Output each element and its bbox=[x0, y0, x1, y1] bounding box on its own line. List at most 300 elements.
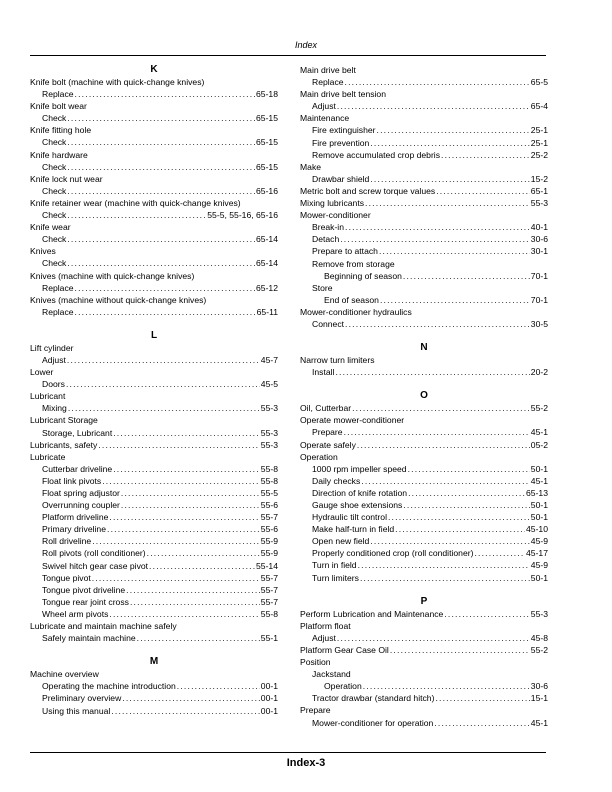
leader-dots bbox=[435, 692, 529, 704]
index-entry bbox=[300, 608, 548, 620]
entry-page-ref: 65-12 bbox=[256, 282, 278, 293]
index-entry bbox=[30, 680, 278, 692]
section-letter: K bbox=[150, 64, 158, 75]
entry-page-ref: 55-5, 55-16, 65-16 bbox=[207, 210, 278, 221]
index-entry bbox=[30, 161, 278, 173]
entry-page-ref: 45-5 bbox=[260, 379, 278, 390]
leader-dots bbox=[370, 535, 529, 547]
section-letter: L bbox=[150, 329, 158, 341]
entry-page-ref: 65-4 bbox=[530, 101, 548, 112]
entry-label: Lubricants, safety bbox=[30, 439, 98, 450]
index-heading: Knives (machine with quick-change knives) bbox=[30, 270, 195, 281]
entry-label: Prepare bbox=[312, 427, 343, 438]
index-entry bbox=[300, 439, 548, 451]
leader-dots bbox=[111, 705, 259, 717]
section-letter: O bbox=[420, 390, 428, 402]
entry-label: Adjust bbox=[42, 354, 66, 365]
entry-label: Check bbox=[42, 185, 67, 196]
index-entry bbox=[300, 717, 548, 729]
leader-dots bbox=[177, 680, 260, 692]
index-entry bbox=[300, 499, 548, 511]
leader-dots bbox=[109, 608, 259, 620]
entry-page-ref: 55-6 bbox=[260, 500, 278, 511]
entry-page-ref: 45-7 bbox=[260, 354, 278, 365]
index-entry bbox=[30, 487, 278, 499]
entry-page-ref: 65-15 bbox=[256, 161, 278, 172]
entry-label: Turn in field bbox=[312, 560, 357, 571]
page-number: Index-3 bbox=[286, 757, 326, 769]
entry-label: Open new field bbox=[312, 536, 370, 547]
index-heading: Knife lock nut wear bbox=[30, 173, 103, 184]
leader-dots bbox=[68, 402, 260, 414]
entry-page-ref: 65-1 bbox=[530, 185, 548, 196]
entry-label: Safely maintain machine bbox=[42, 633, 136, 644]
index-entry bbox=[30, 523, 278, 535]
index-entry bbox=[300, 547, 548, 559]
entry-page-ref: 65-13 bbox=[526, 487, 548, 498]
leader-dots bbox=[75, 88, 255, 100]
index-heading: Mower-conditioner hydraulics bbox=[300, 306, 412, 317]
leader-dots bbox=[102, 475, 260, 487]
leader-dots bbox=[121, 499, 260, 511]
index-entry bbox=[300, 245, 548, 257]
index-entry bbox=[30, 584, 278, 596]
index-entry bbox=[30, 463, 278, 475]
index-entry bbox=[300, 680, 548, 692]
leader-dots bbox=[130, 596, 260, 608]
index-entry bbox=[300, 644, 548, 656]
leader-dots bbox=[408, 463, 530, 475]
index-heading: Lower bbox=[30, 367, 54, 378]
entry-page-ref: 30-6 bbox=[530, 681, 548, 692]
entry-label: Properly conditioned crop (roll conditioner) bbox=[312, 548, 474, 559]
leader-dots bbox=[67, 257, 255, 269]
index-heading: Operation bbox=[300, 451, 338, 462]
index-heading: Jackstand bbox=[312, 669, 351, 680]
entry-page-ref: 55-7 bbox=[260, 596, 278, 607]
entry-page-ref: 00-1 bbox=[260, 681, 278, 692]
leader-dots bbox=[75, 282, 255, 294]
entry-page-ref: 45-1 bbox=[530, 427, 548, 438]
entry-label: Mower-conditioner for operation bbox=[312, 717, 434, 728]
index-entry bbox=[300, 402, 548, 414]
entry-label: Replace bbox=[312, 77, 344, 88]
entry-label: Roll pivots (roll conditioner) bbox=[42, 548, 146, 559]
entry-label: Adjust bbox=[312, 101, 336, 112]
leader-dots bbox=[379, 245, 530, 257]
entry-page-ref: 55-3 bbox=[260, 439, 278, 450]
entry-page-ref: 55-7 bbox=[260, 572, 278, 583]
entry-page-ref: 65-5 bbox=[530, 77, 548, 88]
entry-label: Replace bbox=[42, 306, 74, 317]
entry-label: Check bbox=[42, 161, 67, 172]
index-entry bbox=[300, 197, 548, 209]
index-entry bbox=[300, 173, 548, 185]
header-rule bbox=[30, 55, 546, 56]
index-entry bbox=[30, 354, 278, 366]
index-entry bbox=[300, 76, 548, 88]
leader-dots bbox=[370, 173, 529, 185]
entry-page-ref: 00-1 bbox=[260, 705, 278, 716]
index-entry bbox=[300, 100, 548, 112]
entry-page-ref: 65-11 bbox=[256, 306, 278, 317]
entry-label: Replace bbox=[42, 89, 74, 100]
entry-page-ref: 00-1 bbox=[260, 693, 278, 704]
entry-page-ref: 45-9 bbox=[530, 536, 548, 547]
index-heading: Knife retainer wear (machine with quick-change knives) bbox=[30, 197, 241, 208]
entry-page-ref: 65-16 bbox=[256, 185, 278, 196]
leader-dots bbox=[337, 632, 530, 644]
entry-label: Install bbox=[312, 367, 335, 378]
entry-label: Primary driveline bbox=[42, 524, 106, 535]
index-heading: Knife fitting hole bbox=[30, 125, 92, 136]
section-letter: M bbox=[149, 656, 159, 668]
index-heading: Remove from storage bbox=[312, 258, 395, 269]
index-column-left bbox=[30, 64, 278, 717]
index-entry bbox=[300, 270, 548, 282]
entry-label: Remove accumulated crop debris bbox=[312, 149, 441, 160]
index-heading: Main drive belt tension bbox=[300, 89, 386, 100]
entry-label: Float link pivots bbox=[42, 475, 102, 486]
leader-dots bbox=[344, 426, 530, 438]
leader-dots bbox=[358, 559, 530, 571]
entry-label: Tractor drawbar (standard hitch) bbox=[312, 693, 435, 704]
entry-label: Float spring adjustor bbox=[42, 488, 120, 498]
index-entry bbox=[300, 185, 548, 197]
entry-page-ref: 65-18 bbox=[256, 89, 278, 100]
entry-label: Daily checks bbox=[312, 475, 361, 486]
entry-page-ref: 55-3 bbox=[530, 608, 548, 619]
index-entry bbox=[30, 475, 278, 487]
entry-page-ref: 55-7 bbox=[260, 584, 278, 595]
index-heading: Lubricate bbox=[30, 451, 66, 462]
entry-page-ref: 50-1 bbox=[530, 500, 548, 510]
entry-label: Check bbox=[42, 258, 67, 269]
entry-label: Turn limiters bbox=[312, 572, 359, 583]
entry-page-ref: 25-1 bbox=[530, 137, 548, 148]
entry-label: Tongue rear joint cross bbox=[42, 596, 129, 607]
entry-label: Connect bbox=[312, 318, 345, 329]
index-entry bbox=[300, 475, 548, 487]
leader-dots bbox=[436, 185, 530, 197]
entry-label: Mixing bbox=[42, 403, 67, 414]
index-entry bbox=[300, 692, 548, 704]
leader-dots bbox=[395, 523, 525, 535]
entry-label: Swivel hitch gear case pivot bbox=[42, 560, 149, 571]
leader-dots bbox=[360, 572, 530, 584]
entry-page-ref: 15-2 bbox=[530, 173, 548, 184]
entry-page-ref: 50-1 bbox=[530, 463, 548, 474]
index-heading: Prepare bbox=[300, 705, 331, 716]
entry-page-ref: 30-1 bbox=[530, 246, 548, 257]
index-entry bbox=[300, 463, 548, 475]
entry-label: Make half-turn in field bbox=[312, 524, 395, 535]
index-entry bbox=[300, 221, 548, 233]
entry-page-ref: 55-9 bbox=[260, 536, 278, 547]
index-entry bbox=[30, 535, 278, 547]
entry-label: 1000 rpm impeller speed bbox=[312, 463, 407, 474]
leader-dots bbox=[337, 100, 530, 112]
index-entry bbox=[300, 426, 548, 438]
footer-rule bbox=[30, 752, 546, 753]
entry-label: Adjust bbox=[312, 632, 336, 643]
leader-dots bbox=[75, 306, 256, 318]
entry-label: Fire prevention bbox=[312, 137, 370, 148]
entry-page-ref: 55-8 bbox=[260, 608, 278, 619]
index-heading: Lift cylinder bbox=[30, 342, 74, 353]
entry-page-ref: 30-5 bbox=[530, 318, 548, 329]
entry-page-ref: 45-8 bbox=[530, 632, 548, 643]
index-entry bbox=[30, 185, 278, 197]
leader-dots bbox=[403, 499, 529, 511]
index-entry bbox=[30, 572, 278, 584]
leader-dots bbox=[345, 76, 530, 88]
index-entry bbox=[30, 499, 278, 511]
index-entry bbox=[300, 366, 548, 378]
entry-page-ref: 55-7 bbox=[260, 512, 278, 523]
entry-page-ref: 40-1 bbox=[530, 222, 548, 233]
index-entry bbox=[30, 608, 278, 620]
section-letter: P bbox=[420, 595, 428, 607]
entry-page-ref: 55-9 bbox=[260, 548, 278, 559]
index-entry bbox=[30, 632, 278, 644]
index-entry bbox=[30, 547, 278, 559]
leader-dots bbox=[67, 354, 260, 366]
entry-label: Doors bbox=[42, 379, 65, 390]
entry-page-ref: 55-2 bbox=[530, 644, 548, 655]
leader-dots bbox=[67, 161, 255, 173]
entry-page-ref: 05-2 bbox=[530, 439, 548, 450]
index-entry bbox=[300, 632, 548, 644]
leader-dots bbox=[109, 511, 259, 523]
entry-label: Hydraulic tilt control bbox=[312, 512, 387, 523]
section-letter: N bbox=[420, 342, 428, 354]
entry-page-ref: 70-1 bbox=[530, 270, 548, 281]
index-heading: Make bbox=[300, 161, 322, 172]
leader-dots bbox=[335, 366, 529, 378]
leader-dots bbox=[380, 294, 530, 306]
leader-dots bbox=[408, 487, 525, 499]
index-heading: Machine overview bbox=[30, 669, 99, 680]
entry-page-ref: 65-15 bbox=[256, 113, 278, 124]
entry-label: Wheel arm pivots bbox=[42, 608, 109, 619]
entry-label: Cutterbar driveline bbox=[42, 463, 113, 474]
leader-dots bbox=[474, 547, 525, 559]
leader-dots bbox=[67, 209, 206, 221]
entry-page-ref: 70-1 bbox=[530, 294, 548, 305]
leader-dots bbox=[390, 644, 530, 656]
entry-label: Metric bolt and screw torque values bbox=[300, 185, 436, 196]
index-entry bbox=[300, 233, 548, 245]
entry-label: Roll driveline bbox=[42, 536, 92, 547]
index-heading: Narrow turn limiters bbox=[300, 355, 375, 366]
entry-label: Mixing lubricants bbox=[300, 198, 364, 209]
entry-label: Tongue pivot driveline bbox=[42, 584, 126, 595]
index-heading: Knives (machine without quick-change knives) bbox=[30, 294, 207, 305]
entry-page-ref: 55-3 bbox=[260, 427, 278, 438]
index-heading: Store bbox=[312, 282, 333, 293]
leader-dots bbox=[444, 608, 529, 620]
entry-page-ref: 45-1 bbox=[530, 717, 548, 728]
entry-label: Perform Lubrication and Maintenance bbox=[300, 608, 444, 619]
entry-page-ref: 65-14 bbox=[256, 234, 278, 245]
index-entry bbox=[30, 282, 278, 294]
index-entry bbox=[300, 149, 548, 161]
entry-page-ref: 45-17 bbox=[526, 548, 548, 559]
entry-page-ref: 65-14 bbox=[256, 258, 278, 269]
leader-dots bbox=[377, 124, 530, 136]
leader-dots bbox=[147, 547, 260, 559]
leader-dots bbox=[365, 197, 530, 209]
index-entry bbox=[300, 318, 548, 330]
entry-page-ref: 20-2 bbox=[530, 367, 548, 378]
entry-page-ref: 65-15 bbox=[256, 137, 278, 148]
index-entry bbox=[300, 572, 548, 584]
entry-label: Check bbox=[42, 210, 67, 221]
index-entry bbox=[30, 511, 278, 523]
entry-page-ref: 55-5 bbox=[260, 488, 278, 498]
entry-label: Direction of knife rotation bbox=[312, 487, 408, 498]
index-heading: Position bbox=[300, 657, 331, 668]
index-heading: Lubricant bbox=[30, 391, 66, 402]
entry-label: Tongue pivot bbox=[42, 572, 91, 583]
entry-label: Using this manual bbox=[42, 705, 111, 716]
entry-page-ref: 55-1 bbox=[260, 633, 278, 644]
entry-page-ref: 25-2 bbox=[530, 149, 548, 160]
leader-dots bbox=[113, 427, 260, 439]
entry-page-ref: 15-1 bbox=[530, 693, 548, 704]
entry-label: Fire extinguisher bbox=[312, 125, 376, 136]
leader-dots bbox=[363, 680, 530, 692]
entry-page-ref: 50-1 bbox=[530, 572, 548, 583]
entry-page-ref: 45-9 bbox=[530, 560, 548, 571]
index-entry bbox=[30, 560, 278, 572]
index-entry bbox=[30, 112, 278, 124]
entry-label: Oil, Cutterbar bbox=[300, 403, 352, 414]
entry-label: Beginning of season bbox=[324, 270, 402, 281]
index-entry bbox=[30, 427, 278, 439]
entry-page-ref: 55-2 bbox=[530, 403, 548, 414]
entry-label: Detach bbox=[312, 234, 340, 245]
index-heading: Lubricant Storage bbox=[30, 415, 98, 426]
entry-label: Operate safely bbox=[300, 439, 356, 450]
index-heading: Main drive belt bbox=[300, 65, 356, 75]
leader-dots bbox=[67, 233, 255, 245]
entry-label: Gauge shoe extensions bbox=[312, 500, 403, 510]
leader-dots bbox=[149, 560, 255, 572]
index-heading: Knife bolt (machine with quick-change knives) bbox=[30, 77, 205, 87]
index-entry bbox=[300, 487, 548, 499]
index-entry bbox=[30, 136, 278, 148]
index-heading: Knife hardware bbox=[30, 149, 88, 160]
entry-page-ref: 55-8 bbox=[260, 463, 278, 474]
entry-label: Platform Gear Case Oil bbox=[300, 644, 389, 655]
index-entry bbox=[300, 559, 548, 571]
leader-dots bbox=[340, 233, 530, 245]
entry-page-ref: 50-1 bbox=[530, 512, 548, 523]
index-heading: Lubricate and maintain machine safely bbox=[30, 621, 177, 632]
entry-page-ref: 55-8 bbox=[260, 475, 278, 486]
running-header: Index bbox=[294, 40, 318, 50]
entry-label: Break-in bbox=[312, 222, 344, 233]
index-entry bbox=[30, 402, 278, 414]
leader-dots bbox=[403, 270, 530, 282]
index-entry bbox=[300, 294, 548, 306]
index-entry bbox=[300, 137, 548, 149]
index-entry bbox=[30, 257, 278, 269]
index-heading: Maintenance bbox=[300, 113, 350, 124]
leader-dots bbox=[441, 149, 530, 161]
leader-dots bbox=[361, 475, 530, 487]
leader-dots bbox=[357, 439, 530, 451]
leader-dots bbox=[67, 136, 255, 148]
entry-page-ref: 45-10 bbox=[526, 524, 548, 535]
leader-dots bbox=[92, 535, 260, 547]
entry-label: Operating the machine introduction bbox=[42, 681, 176, 692]
index-heading: Operate mower-conditioner bbox=[300, 415, 405, 426]
leader-dots bbox=[345, 221, 530, 233]
leader-dots bbox=[92, 572, 260, 584]
leader-dots bbox=[345, 318, 530, 330]
leader-dots bbox=[66, 378, 260, 390]
leader-dots bbox=[107, 523, 260, 535]
entry-label: Check bbox=[42, 137, 67, 148]
index-entry bbox=[30, 596, 278, 608]
index-entry bbox=[300, 124, 548, 136]
index-entry bbox=[30, 209, 278, 221]
leader-dots bbox=[370, 137, 529, 149]
entry-page-ref: 55-6 bbox=[260, 524, 278, 535]
leader-dots bbox=[126, 584, 260, 596]
index-entry bbox=[300, 523, 548, 535]
entry-page-ref: 55-3 bbox=[260, 403, 278, 414]
entry-label: Replace bbox=[42, 282, 74, 293]
leader-dots bbox=[121, 487, 260, 499]
entry-page-ref: 25-1 bbox=[530, 125, 548, 136]
index-entry bbox=[30, 233, 278, 245]
index-entry bbox=[30, 692, 278, 704]
index-entry bbox=[300, 535, 548, 547]
index-heading: Knives bbox=[30, 246, 56, 257]
entry-page-ref: 55-3 bbox=[530, 198, 548, 209]
index-heading: Knife wear bbox=[30, 222, 71, 233]
index-entry bbox=[30, 306, 278, 318]
index-heading: Knife bolt wear bbox=[30, 101, 87, 112]
leader-dots bbox=[98, 439, 259, 451]
leader-dots bbox=[67, 185, 255, 197]
entry-label: Check bbox=[42, 234, 67, 245]
index-heading: Mower-conditioner bbox=[300, 210, 371, 221]
entry-page-ref: 30-6 bbox=[530, 234, 548, 245]
entry-label: Operation bbox=[324, 681, 362, 692]
entry-page-ref: 45-1 bbox=[530, 475, 548, 486]
entry-page-ref: 55-14 bbox=[256, 560, 278, 571]
entry-label: Platform driveline bbox=[42, 512, 109, 523]
index-entry bbox=[30, 88, 278, 100]
entry-label: Storage, Lubricant bbox=[42, 427, 113, 438]
leader-dots bbox=[352, 402, 530, 414]
index-column-right bbox=[300, 64, 548, 729]
index-entry bbox=[300, 511, 548, 523]
entry-label: Overrunning coupler bbox=[42, 500, 120, 511]
entry-label: End of season bbox=[324, 294, 379, 305]
index-entry bbox=[30, 439, 278, 451]
index-entry bbox=[30, 705, 278, 717]
entry-label: Drawbar shield bbox=[312, 173, 370, 184]
entry-label: Preliminary overview bbox=[42, 693, 122, 704]
leader-dots bbox=[67, 112, 255, 124]
leader-dots bbox=[122, 692, 260, 704]
